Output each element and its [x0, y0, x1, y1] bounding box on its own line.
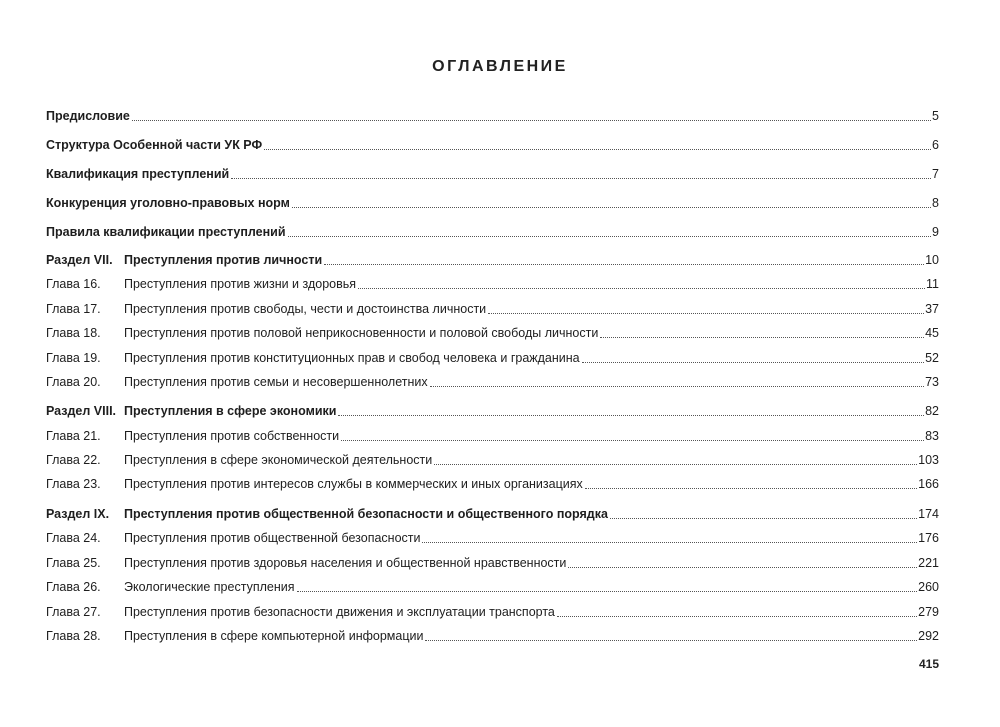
toc-entry-chapter-26[interactable]: [46, 575, 939, 595]
toc-entry-number: Глава 20.: [46, 375, 101, 389]
dot-leader: [297, 591, 918, 592]
toc-entry-structure[interactable]: [46, 133, 939, 153]
toc-entry-title: Преступления в сфере компьютерной информации: [124, 629, 424, 643]
toc-entry-page: 83: [925, 429, 939, 443]
toc-entry-number: Глава 26.: [46, 580, 101, 594]
toc-entry-page: 292: [918, 629, 939, 643]
toc-entry-page: 11: [926, 277, 939, 291]
dot-leader: [610, 518, 917, 519]
toc-entry-title: Конкуренция уголовно-правовых норм: [46, 196, 290, 210]
toc-entry-page: 45: [925, 326, 939, 340]
toc-entry-title: Преступления против собственности: [124, 429, 340, 443]
toc-entry-title: Экологические преступления: [124, 580, 295, 594]
toc-entry-page: 10: [925, 253, 939, 267]
toc-entry-page: 221: [918, 556, 939, 570]
toc-entry-number: Глава 27.: [46, 605, 101, 619]
toc-entry-number: Глава 24.: [46, 531, 101, 545]
toc-entry-title: Преступления против семьи и несовершеннолетних: [124, 375, 428, 389]
toc-entry-section-ix[interactable]: [46, 502, 939, 522]
dot-leader: [132, 120, 931, 121]
toc-entry-page: 37: [925, 302, 939, 316]
toc-entry-title: Структура Особенной части УК РФ: [46, 138, 263, 152]
toc-entry-title: Преступления против жизни и здоровья: [124, 277, 357, 291]
dot-leader: [585, 488, 917, 489]
toc-entry-title: Преступления в сфере экономической деятельности: [124, 453, 433, 467]
toc-entry-title: Преступления против здоровья населения и общественной нравственности: [124, 556, 567, 570]
toc-entry-qualification[interactable]: [46, 162, 939, 182]
dot-leader: [288, 236, 932, 237]
toc-entry-competition[interactable]: [46, 191, 939, 211]
toc-entry-chapter-21[interactable]: [46, 424, 939, 444]
page-number: 415: [918, 657, 939, 671]
dot-leader: [557, 616, 917, 617]
toc-entry-title: Преступления против интересов службы в коммерческих и иных организациях: [124, 477, 583, 491]
toc-entry-number: Глава 17.: [46, 302, 101, 316]
toc-entry-chapter-22[interactable]: [46, 448, 939, 468]
toc-entry-chapter-17[interactable]: [46, 297, 939, 317]
toc-entry-page: 6: [932, 138, 939, 152]
toc-entry-title: Квалификация преступлений: [46, 167, 230, 181]
toc-entry-title: Правила квалификации преступлений: [46, 225, 286, 239]
toc-entry-title: Преступления против безопасности движения и эксплуатации транспорта: [124, 605, 555, 619]
dot-leader: [568, 567, 917, 568]
dot-leader: [231, 178, 931, 179]
toc-entry-number: Глава 22.: [46, 453, 101, 467]
toc-entry-number: Глава 18.: [46, 326, 101, 340]
dot-leader: [430, 386, 925, 387]
dot-leader: [488, 313, 924, 314]
toc-entry-chapter-27[interactable]: [46, 600, 939, 620]
toc-entry-chapter-24[interactable]: [46, 526, 939, 546]
toc-entry-page: 166: [918, 477, 939, 491]
toc-entry-section-viii[interactable]: [46, 399, 939, 419]
toc-entry-page: 73: [925, 375, 939, 389]
toc-entry-chapter-18[interactable]: [46, 321, 939, 341]
dot-leader: [338, 415, 924, 416]
toc-entry-page: 52: [925, 351, 939, 365]
dot-leader: [582, 362, 924, 363]
dot-leader: [264, 149, 931, 150]
toc-entry-chapter-19[interactable]: [46, 346, 939, 366]
toc-entry-page: 9: [932, 225, 939, 239]
toc-entry-title: Предисловие: [46, 109, 130, 123]
toc-entry-title: Преступления против личности: [124, 253, 323, 267]
toc-entry-number: Глава 19.: [46, 351, 101, 365]
toc-entry-title: Преступления против общественной безопасности: [124, 531, 421, 545]
toc-entry-page: 7: [932, 167, 939, 181]
toc-entry-chapter-25[interactable]: [46, 551, 939, 571]
toc-entry-title: Преступления в сфере экономики: [124, 404, 337, 418]
toc-entry-number: Раздел VII.: [46, 253, 113, 267]
dot-leader: [425, 640, 917, 641]
toc-entry-chapter-28[interactable]: [46, 624, 939, 644]
dot-leader: [434, 464, 917, 465]
toc-entry-page: 8: [932, 196, 939, 210]
toc-entry-rules[interactable]: [46, 220, 939, 240]
toc-entry-number: Глава 28.: [46, 629, 101, 643]
toc-entry-title: Преступления против конституционных прав и свобод человека и гражданина: [124, 351, 580, 365]
dot-leader: [358, 288, 925, 289]
toc-entry-section-vii[interactable]: [46, 248, 939, 268]
toc-entry-page: 82: [925, 404, 939, 418]
toc-entry-chapter-20[interactable]: [46, 370, 939, 390]
toc-entry-page: 103: [918, 453, 939, 467]
dot-leader: [292, 207, 931, 208]
toc-entry-chapter-23[interactable]: [46, 472, 939, 492]
toc-entry-number: Глава 25.: [46, 556, 101, 570]
toc-entry-page: 279: [918, 605, 939, 619]
toc-entry-number: Глава 21.: [46, 429, 101, 443]
toc-entry-title: Преступления против половой неприкосновенности и половой свободы личности: [124, 326, 599, 340]
toc-entry-page: 5: [932, 109, 939, 123]
toc-entry-page: 260: [918, 580, 939, 594]
toc-entry-number: Глава 16.: [46, 277, 101, 291]
dot-leader: [600, 337, 924, 338]
toc-entry-preface[interactable]: [46, 104, 939, 124]
toc-entry-title: Преступления против общественной безопасности и общественного порядка: [124, 507, 608, 521]
toc-entry-number: Раздел IX.: [46, 507, 110, 521]
toc-entry-page: 176: [918, 531, 939, 545]
toc-entry-page: 174: [918, 507, 939, 521]
toc-entry-number: Глава 23.: [46, 477, 101, 491]
toc-heading: ОГЛАВЛЕНИЕ: [432, 58, 568, 75]
toc-entry-number: Раздел VIII.: [46, 404, 117, 418]
dot-leader: [341, 440, 924, 441]
dot-leader: [324, 264, 924, 265]
toc-entry-chapter-16[interactable]: [46, 272, 939, 292]
toc-entry-title: Преступления против свободы, чести и достоинства личности: [124, 302, 487, 316]
dot-leader: [422, 542, 917, 543]
